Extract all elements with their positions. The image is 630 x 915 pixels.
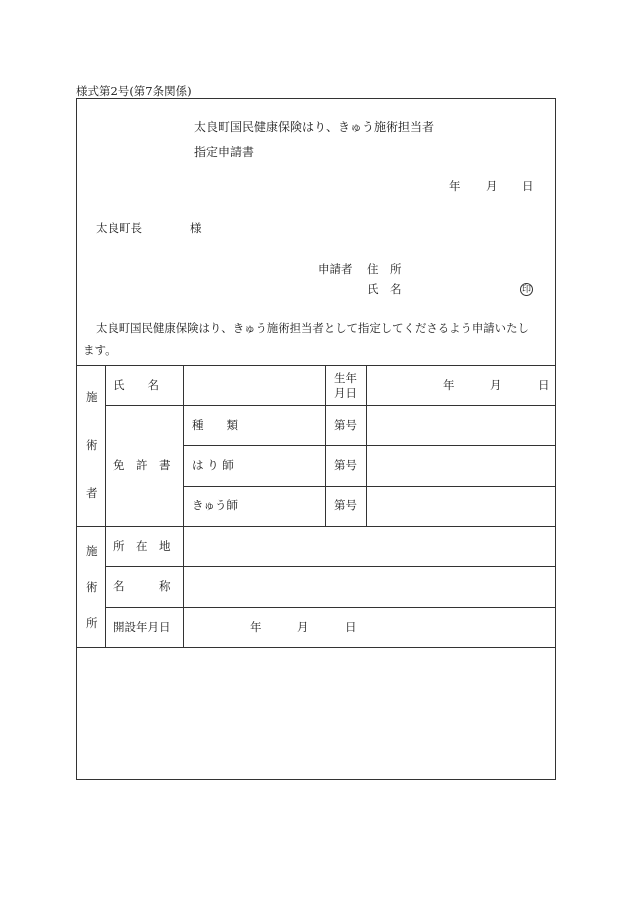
column-rule [325,365,326,526]
request-text-line2: ます。 [83,343,117,357]
practitioner-name-label: 氏 名 [113,378,159,392]
license-number-label: 第号 [334,418,357,432]
applicant-address-label: 住 所 [367,262,402,276]
license-label: 免 許 書 [113,458,171,472]
birth-year-label: 年 [443,378,455,392]
column-rule [105,365,106,647]
birth-label-bottom: 月日 [334,386,357,400]
birth-label-top: 生年 [334,371,357,385]
license-number-label: 第号 [334,458,357,472]
form-label: 様式第2号(第7条関係) [76,84,192,98]
applicant-label: 申請者 [318,262,353,276]
license-number-label: 第号 [334,498,357,512]
facility-location-field[interactable] [184,527,556,566]
birth-month-label: 月 [490,378,502,392]
facility-group-char: 所 [86,616,98,630]
form-title-line1: 太良町国民健康保険はり、きゅう施術担当者 [194,120,435,134]
practitioner-name-field[interactable] [184,366,325,405]
date-year-label: 年 [449,179,461,193]
facility-opened-date-field[interactable] [184,608,556,647]
facility-name-field[interactable] [184,567,556,607]
license-type-label: 種 類 [192,418,238,432]
birth-date-field[interactable] [367,366,556,405]
license-kyu-number-field[interactable] [367,487,556,526]
license-hari-number-field[interactable] [367,446,556,486]
license-hari-label: は り 師 [192,458,234,472]
request-text-line1: 太良町国民健康保険はり、きゅう施術担当者として指定してくださるよう申請いたし [96,321,529,335]
addressee-name: 太良町長 [96,221,142,235]
practitioner-group-char: 者 [86,486,98,500]
opened-month-label: 月 [297,620,309,634]
opened-year-label: 年 [250,620,262,634]
practitioner-group-char: 術 [86,438,98,452]
facility-group-char: 術 [86,580,98,594]
facility-group-char: 施 [86,544,98,558]
birth-day-label: 日 [538,378,550,392]
facility-location-label: 所 在 地 [113,539,171,553]
license-kyu-label: きゅう師 [192,498,238,512]
remarks-area[interactable] [77,648,555,779]
date-day-label: 日 [522,179,534,193]
applicant-name-label: 氏 名 [367,282,402,296]
addressee-honorific: 様 [190,221,202,235]
date-month-label: 月 [486,179,498,193]
seal-mark-icon: 印 [521,285,531,295]
facility-name-label: 名 称 [113,579,171,593]
facility-opened-label: 開設年月日 [113,620,171,634]
form-title-line2: 指定申請書 [194,145,255,159]
opened-day-label: 日 [345,620,357,634]
license-type-number-field[interactable] [367,406,556,445]
practitioner-group-char: 施 [86,390,98,404]
